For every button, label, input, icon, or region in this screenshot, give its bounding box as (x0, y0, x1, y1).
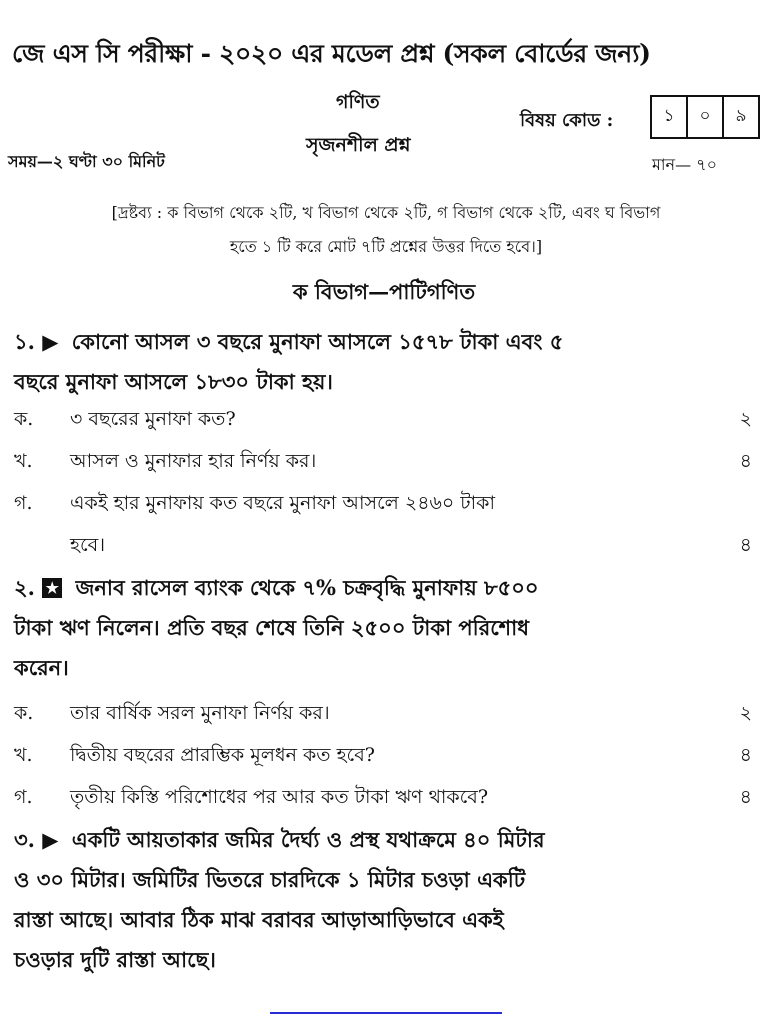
part-label: গ. (14, 786, 33, 808)
question-stem-text: কোনো আসল ৩ বছরে মুনাফা আসলে ১৫৭৮ টাকা এবং ৫ (71, 329, 564, 354)
bottom-rule (270, 1012, 502, 1014)
instructions-line: [দ্রষ্টব্য : ক বিভাগ থেকে ২টি, খ বিভাগ থেকে ২টি, গ বিভাগ থেকে ২টি, এবং ঘ বিভাগ (111, 203, 661, 222)
part-label: খ. (14, 450, 33, 472)
question-2-stem (14, 568, 758, 688)
question-stem-text: জনাব রাসেল ব্যাংক থেকে ৭% চক্রবৃদ্ধি মুনাফায় ৮৫০০ (75, 575, 539, 600)
part-marks: ২ (739, 702, 752, 724)
question-type: সৃজনশীল প্রশ্ন (306, 134, 411, 156)
triangle-marker-icon: ▶ (42, 827, 59, 852)
part-marks: ৪ (739, 744, 752, 766)
question-number: ২. (14, 575, 35, 600)
question-stem-text: করেন। (14, 655, 69, 680)
question-number: ৩. (14, 827, 35, 852)
instructions-note (12, 196, 760, 264)
subject-code-digit: ৯ (735, 106, 747, 126)
question-3-stem (14, 820, 758, 980)
subject-code-label: বিষয় কোড : (520, 110, 614, 131)
subject-code-digit: ১ (652, 97, 688, 137)
part-text: দ্বিতীয় বছরের প্রারম্ভিক মূলধন কত হবে? (70, 744, 375, 766)
question-2-part-a (14, 694, 752, 732)
full-marks: মান— ৭০ (652, 155, 717, 174)
part-text: একই হার মুনাফায় কত বছরে মুনাফা আসলে ২৪৬০ টাকা (70, 492, 495, 514)
question-stem-text: টাকা ঋণ নিলেন। প্রতি বছর শেষে তিনি ২৫০০ টাকা পরিশোধ (14, 615, 529, 640)
subject-code-boxes (650, 95, 760, 139)
question-stem-text: ও ৩০ মিটার। জমিটির ভিতরে চারদিকে ১ মিটার চওড়া একটি (14, 867, 526, 892)
question-stem-text: চওড়ার দুটি রাস্তা আছে। (14, 947, 216, 972)
part-label: খ. (14, 744, 33, 766)
subject-name: গণিত (336, 91, 380, 113)
question-stem-text: বছরে মুনাফা আসলে ১৮৩০ টাকা হয়। (14, 369, 333, 394)
question-stem-text: রাস্তা আছে। আবার ঠিক মাঝ বরাবর আড়াআড়িভাবে একই (14, 907, 504, 932)
question-1-part-c-cont (14, 526, 752, 564)
part-text: তৃতীয় কিস্তি পরিশোধের পর আর কত টাকা ঋণ থাকবে? (70, 786, 489, 808)
triangle-marker-icon: ▶ (42, 329, 59, 354)
part-marks: ৪ (739, 534, 752, 556)
question-1-stem (14, 322, 758, 402)
part-text: তার বার্ষিক সরল মুনাফা নির্ণয় কর। (70, 702, 330, 724)
part-marks: ২ (739, 408, 752, 430)
question-2-part-b (14, 736, 752, 774)
question-number: ১. (14, 329, 35, 354)
exam-title: জে এস সি পরীক্ষা - ২০২০ এর মডেল প্রশ্ন (সকল বোর্ডের জন্য) (12, 39, 651, 68)
star-marker-icon: ★ (42, 578, 62, 598)
part-label: ক. (14, 702, 34, 724)
part-label: ক. (14, 408, 34, 430)
part-text: হবে। (70, 534, 105, 556)
part-marks: ৪ (739, 786, 752, 808)
subject-code-digit: ০ (688, 97, 724, 137)
question-2-part-c (14, 778, 752, 816)
question-1-part-a (14, 400, 752, 438)
question-stem-text: একটি আয়তাকার জমির দৈর্ঘ্য ও প্রস্থ যথাক্রমে ৪০ মিটার (71, 827, 545, 852)
part-label: গ. (14, 492, 33, 514)
instructions-line: হতে ১ টি করে মোট ৭টি প্রশ্নের উত্তর দিতে হবে।] (229, 237, 543, 256)
part-marks: ৪ (739, 450, 752, 472)
question-1-part-c (14, 484, 752, 522)
part-text: ৩ বছরের মুনাফা কত? (70, 408, 236, 430)
exam-time: সময়—২ ঘণ্টা ৩০ মিনিট (8, 152, 165, 171)
question-1-part-b (14, 442, 752, 480)
section-title: ক বিভাগ—পাটিগণিত (292, 279, 476, 304)
part-text: আসল ও মুনাফার হার নির্ণয় কর। (70, 450, 317, 472)
